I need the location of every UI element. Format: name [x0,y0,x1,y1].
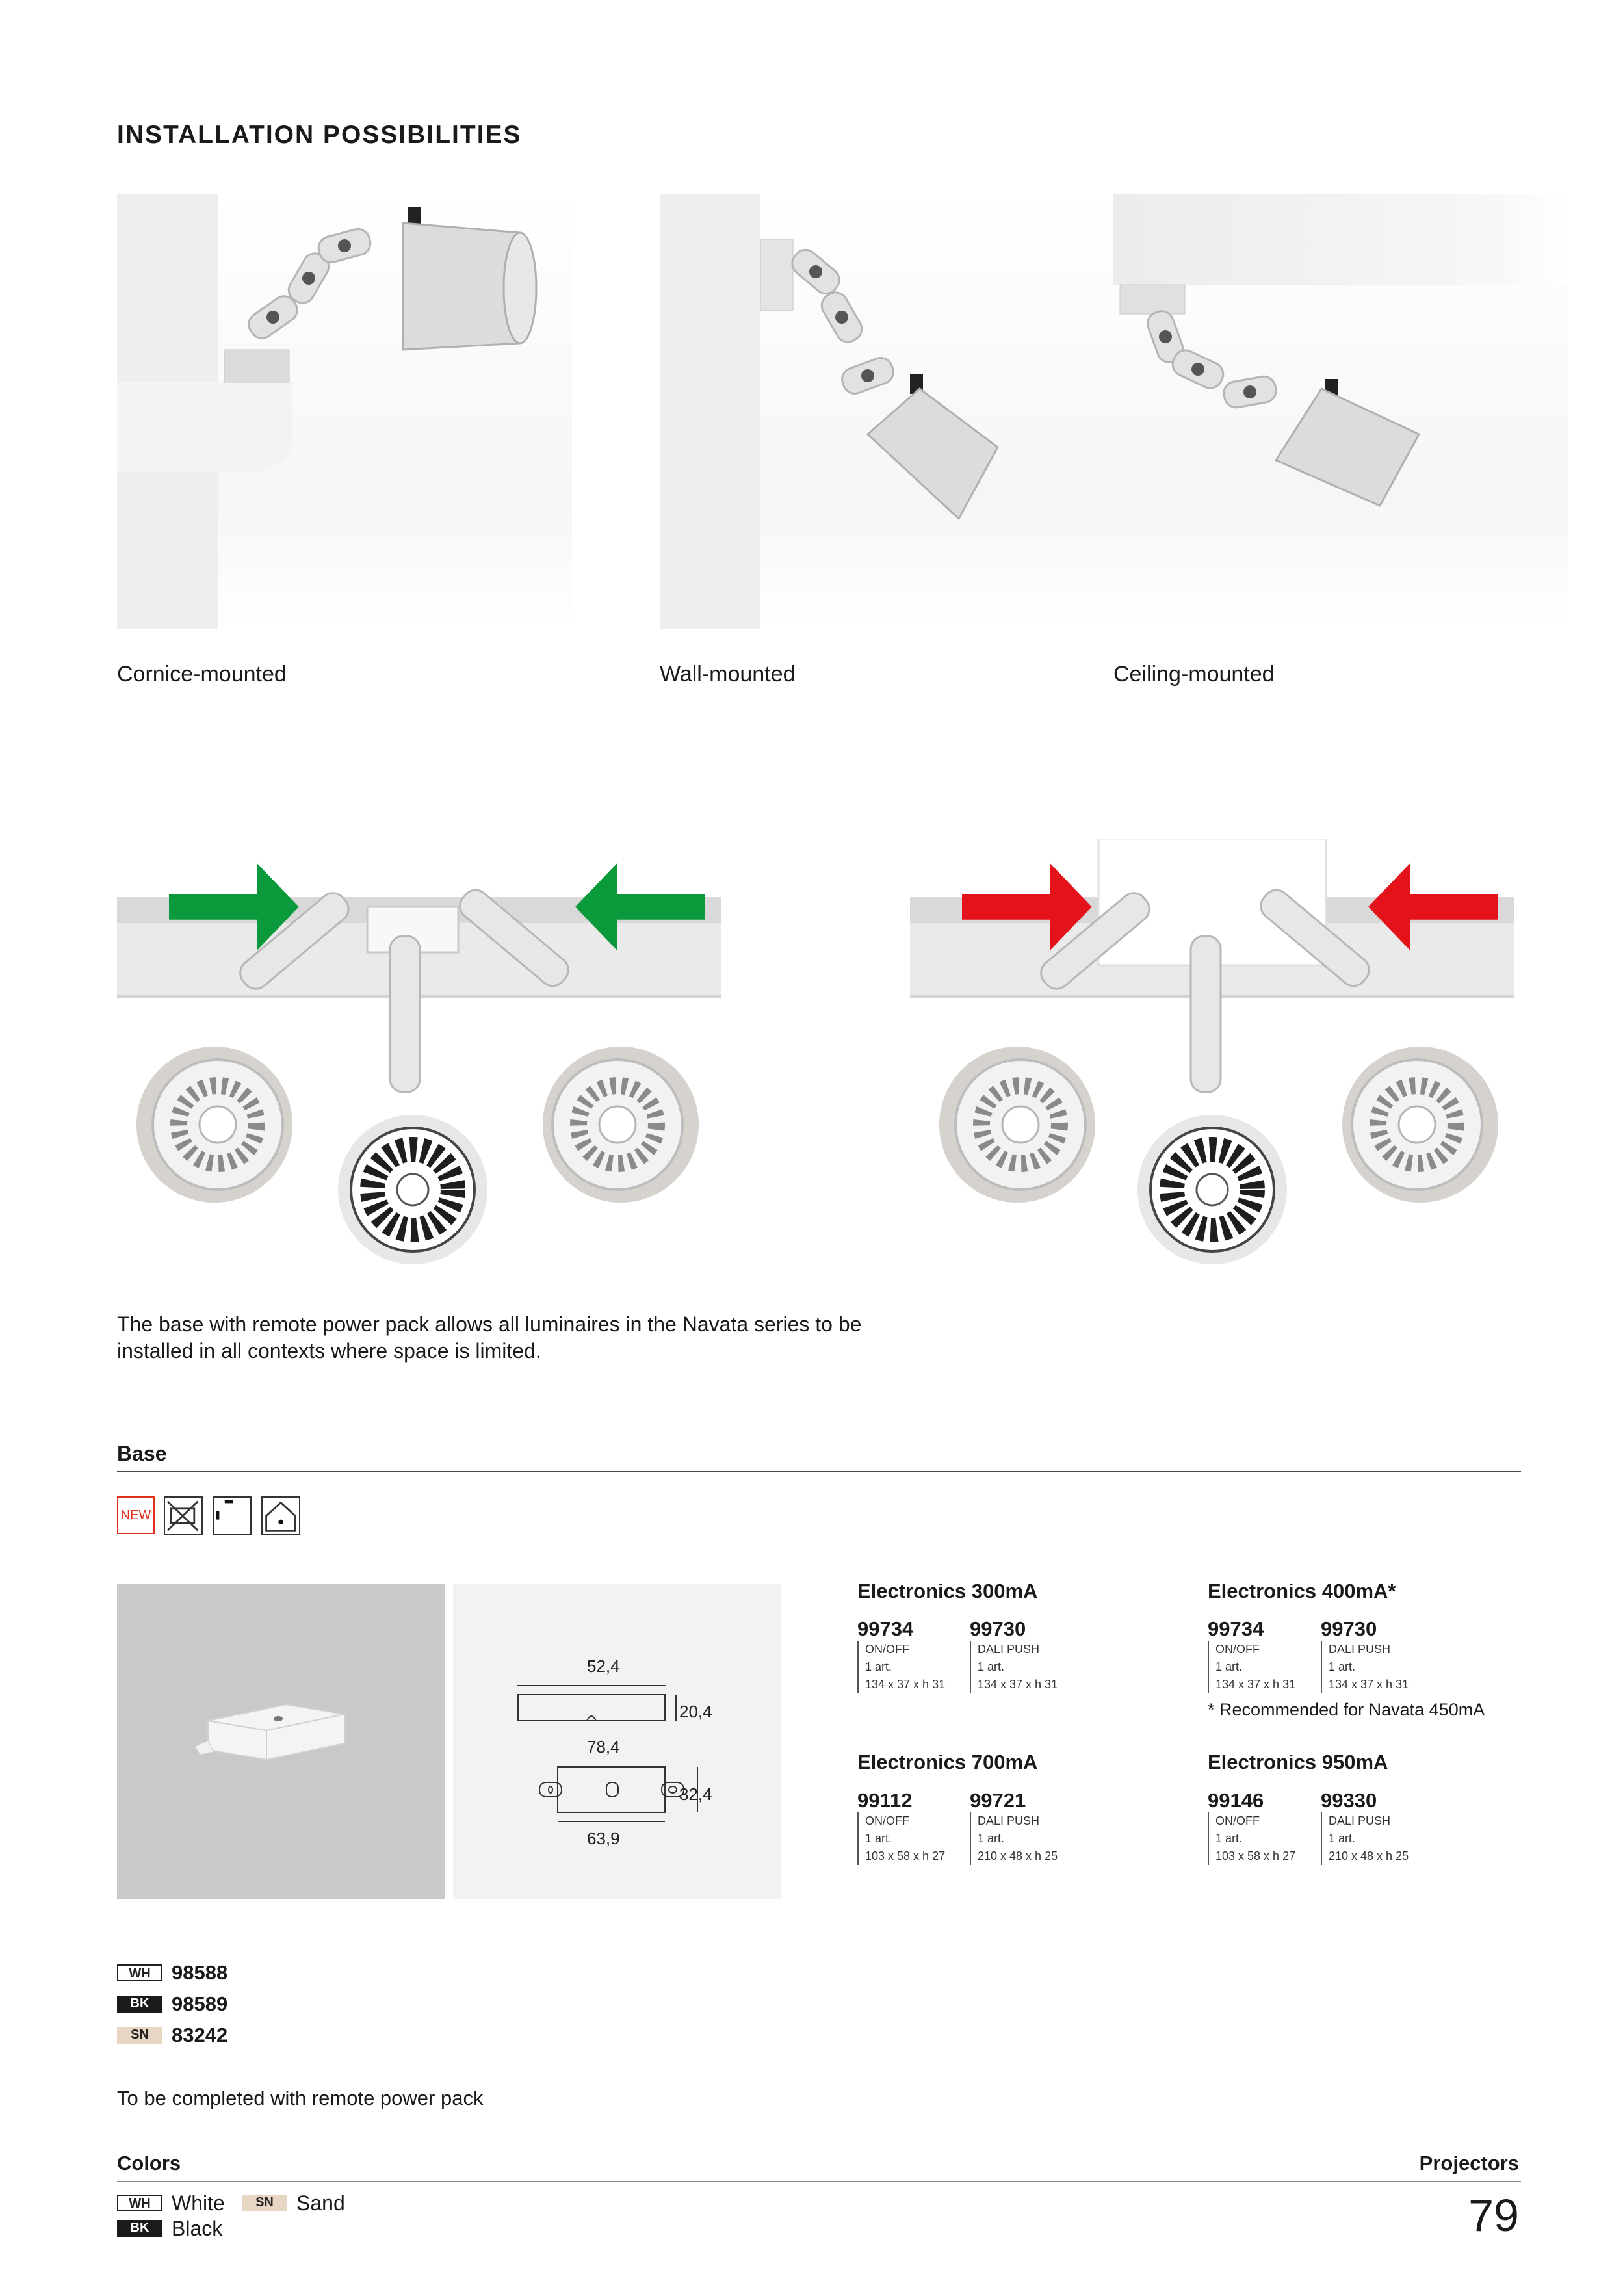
product-code: 99734 [857,1617,914,1640]
color-legend-sand [242,2191,345,2215]
electronics-400ma-note: * Recommended for Navata 450mA [1208,1700,1485,1719]
completion-note: To be completed with remote power pack [117,2087,484,2109]
cornice-mounted-caption: Cornice-mounted [117,662,287,686]
electronics-950ma-item-dali [1321,1789,1409,1865]
footer-rule [117,2181,1521,2182]
dim-length: 78,4 [587,1737,620,1756]
color-tag-sn: SN [117,2027,162,2044]
page-number: 79 [1468,2190,1519,2241]
page-title: INSTALLATION POSSIBILITIES [117,121,522,149]
color-tag-sn: SN [242,2195,287,2211]
spec-type: ON/OFF [865,1643,909,1656]
spec-type: ON/OFF [1215,1643,1260,1656]
context-description: The base with remote power pack allows all luminaires in the Navata series to be installed in all contexts where space is limited. [117,1312,862,1363]
ceiling-mounted-image [1113,194,1568,629]
dim-height: 20,4 [679,1702,712,1721]
product-code: 99330 [1321,1789,1377,1812]
spec-qty: 1 art. [1215,1832,1243,1845]
spec-size: 134 x 37 x h 31 [1215,1678,1296,1691]
spec-size: 210 x 48 x h 25 [1329,1849,1409,1862]
colors-title: Colors [117,2152,181,2174]
no-driver-icon [164,1496,203,1535]
spec-qty: 1 art. [1215,1660,1243,1673]
electronics-700ma-item-onoff [857,1789,945,1865]
color-name: White [172,2191,225,2215]
spec-type: DALI PUSH [1329,1643,1391,1656]
color-tag-bk: BK [117,2220,162,2237]
rail-corner-icon [213,1496,252,1535]
product-spec [1208,1641,1295,1693]
electronics-300ma-item-dali [970,1617,1058,1693]
product-spec [857,1641,945,1693]
wall-mounted-caption: Wall-mounted [660,662,796,686]
color-tag-wh: WH [117,2195,162,2211]
limited-context-illustration [910,839,1514,1281]
product-code: 99721 [970,1789,1026,1812]
electronics-400ma-title: Electronics 400mA* [1208,1580,1396,1602]
spec-type: DALI PUSH [978,1643,1040,1656]
spec-qty: 1 art. [1329,1832,1356,1845]
base-section-rule [117,1471,1521,1472]
base-section-title: Base [117,1442,167,1465]
product-spec [857,1812,945,1865]
product-code: 99730 [970,1617,1026,1640]
product-code: 99112 [857,1789,913,1812]
dim-hole-span: 63,9 [587,1829,620,1848]
category-label: Projectors [1419,2152,1519,2174]
product-spec [970,1812,1058,1865]
electronics-400ma-item-onoff [1208,1617,1295,1693]
spec-type: DALI PUSH [1329,1814,1391,1827]
electronics-700ma-title: Electronics 700mA [857,1751,1038,1773]
color-tag-wh: WH [117,1964,162,1981]
electronics-400ma-item-dali [1321,1617,1409,1693]
wall-mounted-image [660,194,1115,629]
spec-type: ON/OFF [1215,1814,1260,1827]
ceiling-mounted-caption: Ceiling-mounted [1113,662,1275,686]
variant-list [117,1960,227,2048]
dim-depth: 32,4 [679,1784,712,1804]
spec-type: ON/OFF [865,1814,909,1827]
spec-size: 103 x 58 x h 27 [1215,1849,1296,1862]
color-tag-bk: BK [117,1996,162,2013]
indoor-home-icon [261,1496,300,1535]
spec-qty: 1 art. [978,1832,1005,1845]
base-product-image [117,1584,445,1899]
product-code: 99730 [1321,1617,1377,1640]
spec-size: 134 x 37 x h 31 [865,1678,946,1691]
variant-black [117,1991,227,2017]
dim-top-width: 52,4 [587,1656,620,1676]
allowed-context-illustration [117,839,721,1281]
new-badge: NEW [117,1496,155,1534]
variant-code: 98588 [172,1961,228,1984]
electronics-950ma-item-onoff [1208,1789,1295,1865]
electronics-950ma-title: Electronics 950mA [1208,1751,1388,1773]
cornice-mounted-image [117,194,572,629]
variant-code: 83242 [172,2024,228,2046]
variant-code: 98589 [172,1992,228,2015]
color-legend-black [117,2216,222,2241]
spec-qty: 1 art. [1329,1660,1356,1673]
spec-qty: 1 art. [865,1832,892,1845]
spec-qty: 1 art. [978,1660,1005,1673]
product-spec [1321,1641,1409,1693]
variant-white [117,1960,227,1986]
color-legend-white [117,2191,225,2215]
spec-qty: 1 art. [865,1660,892,1673]
product-code: 99734 [1208,1617,1264,1640]
product-code: 99146 [1208,1789,1264,1812]
spec-size: 210 x 48 x h 25 [978,1849,1058,1862]
product-spec [1208,1812,1295,1865]
spec-size: 103 x 58 x h 27 [865,1849,946,1862]
variant-sand [117,2022,227,2048]
product-spec [1321,1812,1409,1865]
product-spec [970,1641,1058,1693]
electronics-300ma-item-onoff [857,1617,945,1693]
spec-size: 134 x 37 x h 31 [978,1678,1058,1691]
color-name: Black [172,2216,223,2240]
spec-type: DALI PUSH [978,1814,1040,1827]
electronics-700ma-item-dali [970,1789,1058,1865]
electronics-300ma-title: Electronics 300mA [857,1580,1038,1602]
spec-size: 134 x 37 x h 31 [1329,1678,1409,1691]
color-name: Sand [296,2191,345,2215]
